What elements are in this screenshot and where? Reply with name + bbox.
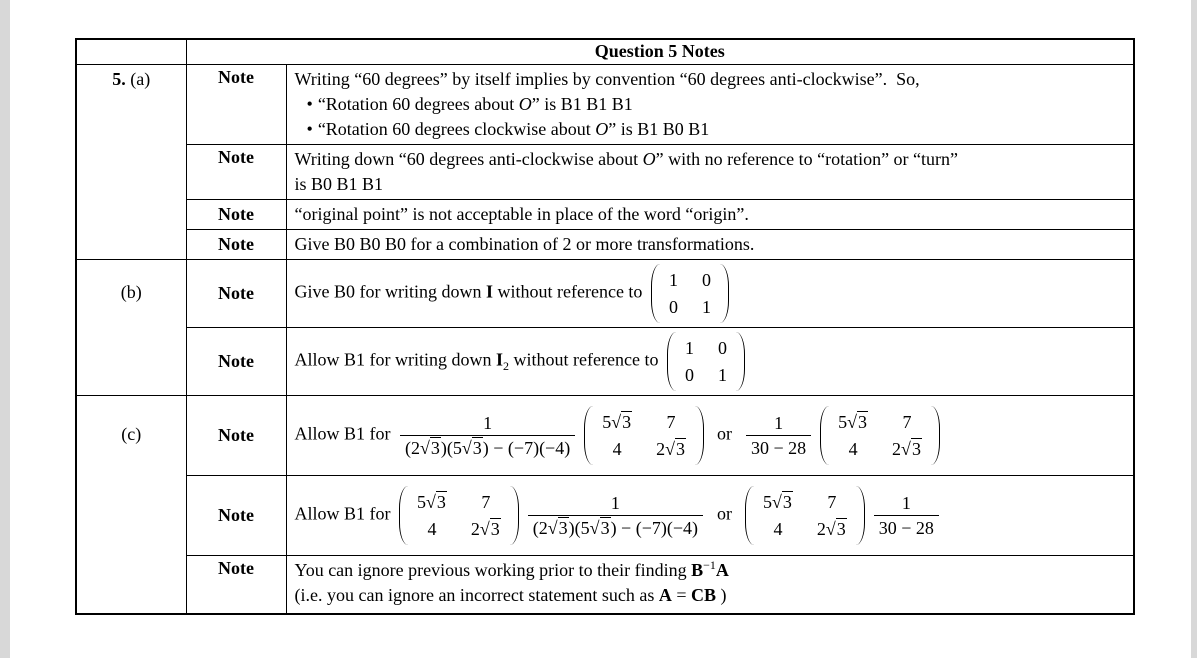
matrix-paren-left xyxy=(584,406,593,465)
fraction-numerator: 1 xyxy=(483,413,493,433)
matrix-paren-left xyxy=(651,264,660,323)
sqrt-radical: √3 xyxy=(901,439,921,459)
note-line: is B0 B1 B1 xyxy=(294,174,384,194)
matrix-grid xyxy=(829,406,931,465)
note-line: • “Rotation 60 degrees about O” is B1 B1 B1 xyxy=(306,94,633,114)
matrix xyxy=(584,406,704,465)
sqrt-radicand: 3 xyxy=(430,438,440,458)
note-content-cell xyxy=(286,230,1134,260)
matrix-paren-left xyxy=(745,486,754,545)
fraction-numerator: 1 xyxy=(610,493,620,513)
document-page xyxy=(10,0,1191,658)
bold-text: 5. xyxy=(112,69,126,89)
matrix-cell: 2√3 xyxy=(656,439,685,459)
table-row xyxy=(76,396,1134,476)
matrix xyxy=(820,406,940,465)
matrix-cell: 7 xyxy=(827,492,837,512)
note-content-cell xyxy=(286,556,1134,614)
superscript: −1 xyxy=(703,558,716,572)
fraction xyxy=(874,492,939,539)
table-row xyxy=(76,328,1134,396)
table-row xyxy=(76,556,1134,614)
note-line: • “Rotation 60 degrees clockwise about O” is B1 B0 B1 xyxy=(306,119,710,139)
note-line: You can ignore previous working prior to their finding $B^{-1}A$ xyxy=(294,558,729,580)
note-content-cell xyxy=(286,145,1134,200)
sqrt-radical: √3 xyxy=(825,519,846,539)
note-label-cell: Note xyxy=(186,396,286,476)
part-label-cell xyxy=(76,396,186,614)
bold-text: A xyxy=(658,585,672,605)
matrix-paren-left xyxy=(667,332,676,391)
matrix-cell: 2√3 xyxy=(892,439,921,459)
note-line: Allow B1 for writing down $I_2$ without reference to 1 0 0 1 xyxy=(295,330,1128,393)
table-row xyxy=(76,476,1134,556)
note-content-cell xyxy=(286,328,1134,396)
sqrt-radical: √3 xyxy=(589,518,610,538)
header-empty-cell xyxy=(76,39,186,65)
matrix-cell: 4 xyxy=(612,439,622,459)
fraction-denominator: 30 − 28 xyxy=(746,435,811,459)
sqrt-radical: √3 xyxy=(426,492,446,512)
matrix-grid xyxy=(754,486,856,545)
sqrt-radicand: 3 xyxy=(676,439,685,459)
bold-text: B xyxy=(691,560,704,580)
sqrt-radical: √3 xyxy=(772,492,792,512)
fraction-numerator: 1 xyxy=(901,493,911,513)
note-label-cell: Note xyxy=(186,200,286,230)
matrix xyxy=(651,264,729,323)
matrix-cell: 0 xyxy=(701,270,711,290)
part-label: (c) xyxy=(121,424,142,444)
fraction-numerator: 1 xyxy=(774,413,784,433)
note-content-cell xyxy=(286,476,1134,556)
part-label: 5. (a) xyxy=(112,69,151,89)
matrix-paren-left xyxy=(820,406,829,465)
table-row xyxy=(76,200,1134,230)
matrix xyxy=(745,486,865,545)
fraction xyxy=(746,412,811,459)
sqrt-radical: √3 xyxy=(611,412,632,432)
matrix-cell: 2√3 xyxy=(816,519,846,539)
note-line: Writing “60 degrees” by itself implies by convention “60 degrees anti-clockwise”. So, xyxy=(294,69,920,89)
table-row xyxy=(76,230,1134,260)
sqrt-radicand: 3 xyxy=(436,492,446,512)
matrix-paren-right xyxy=(510,486,519,545)
matrix-cell: 5√3 xyxy=(417,492,446,512)
note-line: Writing down “60 degrees anti-clockwise about O” with no reference to “rotation” or “turn” xyxy=(294,149,959,169)
sqrt-radicand: 3 xyxy=(490,519,500,539)
matrix-grid xyxy=(593,406,695,465)
matrix-cell: 1 xyxy=(684,338,694,358)
matrix-grid xyxy=(408,486,510,545)
matrix-paren-right xyxy=(856,486,865,545)
table-row xyxy=(76,145,1134,200)
sqrt-radical: √3 xyxy=(547,518,568,538)
matrix-paren-right xyxy=(931,406,940,465)
part-label-cell xyxy=(76,65,186,260)
sqrt-radicand: 3 xyxy=(600,518,610,538)
sqrt-radicand: 3 xyxy=(911,439,921,459)
sqrt-radical: √3 xyxy=(847,412,868,432)
sqrt-radicand: 3 xyxy=(622,412,632,432)
matrix-cell: 7 xyxy=(902,412,912,432)
part-label-cell xyxy=(76,260,186,396)
matrix-paren-right xyxy=(720,264,729,323)
matrix-cell: 1 xyxy=(717,365,727,385)
note-line: Give B0 for writing down I without reference to 1 0 0 1 xyxy=(295,262,1128,325)
sqrt-radical: √3 xyxy=(665,439,685,459)
sqrt-radicand: 3 xyxy=(782,492,792,512)
note-line: Allow B1 for $\frac{1}{(2√3)(5√3) - (-7)(-4)}$ 5√3 7 4 2√3 or $\frac{1}{30 - 28}$ 5√3 7 4 2√3 xyxy=(295,404,1128,467)
note-label-cell: Note xyxy=(186,65,286,145)
matrix-cell: 7 xyxy=(481,492,491,512)
matrix-cell: 4 xyxy=(773,519,783,539)
fraction-denominator: (2√3)(5√3) − (−7)(−4) xyxy=(528,515,703,539)
sqrt-radicand: 3 xyxy=(858,412,868,432)
note-label-cell: Note xyxy=(186,476,286,556)
note-content-cell xyxy=(286,200,1134,230)
matrix-cell: 1 xyxy=(668,270,678,290)
fraction xyxy=(528,492,703,539)
matrix-paren-right xyxy=(736,332,745,391)
fraction xyxy=(400,412,575,459)
matrix-paren-right xyxy=(695,406,704,465)
sqrt-radical: √3 xyxy=(479,519,500,539)
matrix-cell: 0 xyxy=(717,338,727,358)
table-header-row xyxy=(76,39,1134,65)
matrix-cell: 2√3 xyxy=(470,519,500,539)
note-line: “original point” is not acceptable in place of the word “origin”. xyxy=(294,204,749,224)
italic-text: O xyxy=(595,119,609,139)
table-row xyxy=(76,65,1134,145)
matrix-cell: 5√3 xyxy=(763,492,792,512)
bold-text: A xyxy=(715,560,729,580)
note-label-cell: Note xyxy=(186,145,286,200)
sqrt-radicand: 3 xyxy=(836,519,846,539)
note-content-cell xyxy=(286,260,1134,328)
bullet-icon: • xyxy=(306,119,313,139)
note-line: Give B0 B0 B0 for a combination of 2 or more transformations. xyxy=(294,234,755,254)
matrix-cell: 4 xyxy=(848,439,858,459)
note-label-cell: Note xyxy=(186,230,286,260)
bold-text: I xyxy=(485,281,493,302)
sqrt-radical: √3 xyxy=(461,438,482,458)
question-notes-table xyxy=(75,38,1135,615)
matrix-paren-left xyxy=(399,486,408,545)
sqrt-radical: √3 xyxy=(420,438,440,458)
bullet-icon: • xyxy=(306,94,313,114)
table-row xyxy=(76,260,1134,328)
table-header-title: Question 5 Notes xyxy=(186,39,1134,65)
matrix-cell: 7 xyxy=(666,412,676,432)
subscript: 2 xyxy=(503,359,510,374)
note-content-cell xyxy=(286,396,1134,476)
bold-text: I xyxy=(496,349,504,370)
matrix-grid xyxy=(660,264,720,323)
matrix-cell: 5√3 xyxy=(838,412,868,432)
italic-text: O xyxy=(518,94,532,114)
note-content-cell xyxy=(286,65,1134,145)
matrix-cell: 0 xyxy=(668,297,678,317)
sqrt-radicand: 3 xyxy=(558,518,568,538)
matrix xyxy=(399,486,519,545)
note-label-cell: Note xyxy=(186,556,286,614)
fraction-denominator: (2√3)(5√3) − (−7)(−4) xyxy=(400,435,575,459)
matrix-grid xyxy=(676,332,736,391)
note-label-cell: Note xyxy=(186,328,286,396)
bold-text: CB xyxy=(691,585,717,605)
sqrt-radicand: 3 xyxy=(472,438,482,458)
matrix-cell: 4 xyxy=(427,519,437,539)
matrix-cell: 1 xyxy=(701,297,711,317)
fraction-denominator: 30 − 28 xyxy=(874,515,939,539)
matrix xyxy=(667,332,745,391)
matrix-cell: 5√3 xyxy=(602,412,632,432)
matrix-cell: 0 xyxy=(684,365,694,385)
italic-text: O xyxy=(642,149,656,169)
note-line: (i.e. you can ignore an incorrect statement such as A = CB ) xyxy=(294,585,727,605)
part-label: (b) xyxy=(120,282,142,302)
note-label-cell: Note xyxy=(186,260,286,328)
note-line: Allow B1 for 5√3 7 4 2√3 $\frac{1}{(2√3)(5√3) - (-7)(-4)}$ or 5√3 7 4 2√3 $\frac{1}{30 - 28}$ xyxy=(295,484,1128,547)
